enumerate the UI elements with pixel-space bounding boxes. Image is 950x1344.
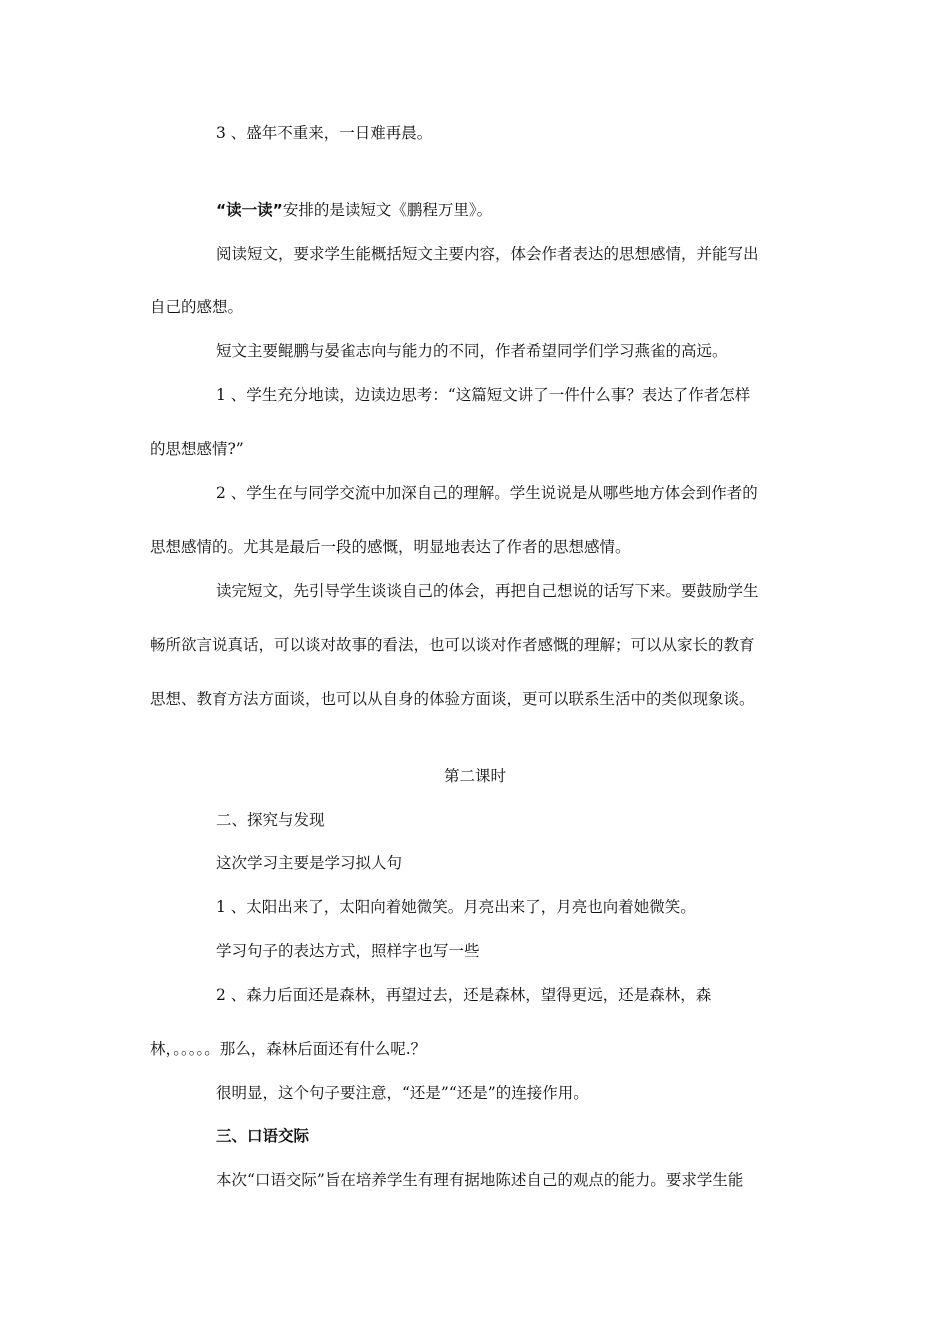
- paragraph-line: 读完短文，先引导学生谈谈自己的体会，再把自己想说的话写下来。要鼓励学生: [216, 582, 759, 600]
- read-section-heading: “读一读”: [216, 201, 283, 219]
- paragraph-line: 自己的感想。: [150, 298, 244, 316]
- paragraph-line: 的思想感情?”: [150, 440, 244, 458]
- paragraph-line: 1 、学生充分地读，边读边思考：“这篇短文讲了一件什么事？表达了作者怎样: [216, 386, 751, 404]
- paragraph-line: 1 、太阳出来了，太阳向着她微笑。月亮出来了，月亮也向着她微笑。: [216, 898, 696, 916]
- paragraph-line: 这次学习主要是学习拟人句: [216, 854, 403, 872]
- paragraph-line: 林，。。。。。那么，森林后面还有什么呢.？: [150, 1040, 427, 1058]
- paragraph-line: 很明显，这个句子要注意，“还是”“还是”的连接作用。: [216, 1084, 589, 1102]
- subsection-heading: 二、探究与发现: [216, 811, 325, 829]
- paragraph-line: 本次“口语交际”旨在培养学生有理有据地陈述自己的观点的能力。要求学生能: [216, 1171, 744, 1189]
- paragraph-line: 学习句子的表达方式，照样字也写一些: [216, 942, 480, 960]
- paragraph-line: 短文主要鲲鹏与晏雀志向与能力的不同，作者希望同学们学习燕雀的高远。: [216, 342, 728, 360]
- quote-line-3: 3 、盛年不重来，一日难再晨。: [216, 124, 433, 142]
- paragraph-line: 思想感情的。尤其是最后一段的感慨，明显地表达了作者的思想感情。: [150, 538, 631, 556]
- section-title: 第二课时: [443, 767, 506, 785]
- paragraph-line: 畅所欲言说真话，可以谈对故事的看法，也可以谈对作者感慨的理解；可以从家长的教育: [150, 636, 755, 654]
- read-section-text: 安排的是读短文《鹏程万里》。: [282, 201, 493, 219]
- subsection-heading: 三、口语交际: [216, 1127, 310, 1145]
- paragraph-line: 思想、教育方法方面谈，也可以从自身的体验方面谈，更可以联系生活中的类似现象谈。: [150, 690, 755, 708]
- paragraph-line: 阅读短文，要求学生能概括短文主要内容，体会作者表达的思想感情，并能写出: [216, 245, 759, 263]
- read-section-intro: [216, 200, 810, 220]
- paragraph-line: 2 、学生在与同学交流中加深自己的理解。学生说说是从哪些地方体会到作者的: [216, 484, 758, 502]
- paragraph-line: 2 、森力后面还是森林，再望过去，还是森林，望得更远，还是森林，森: [216, 986, 712, 1004]
